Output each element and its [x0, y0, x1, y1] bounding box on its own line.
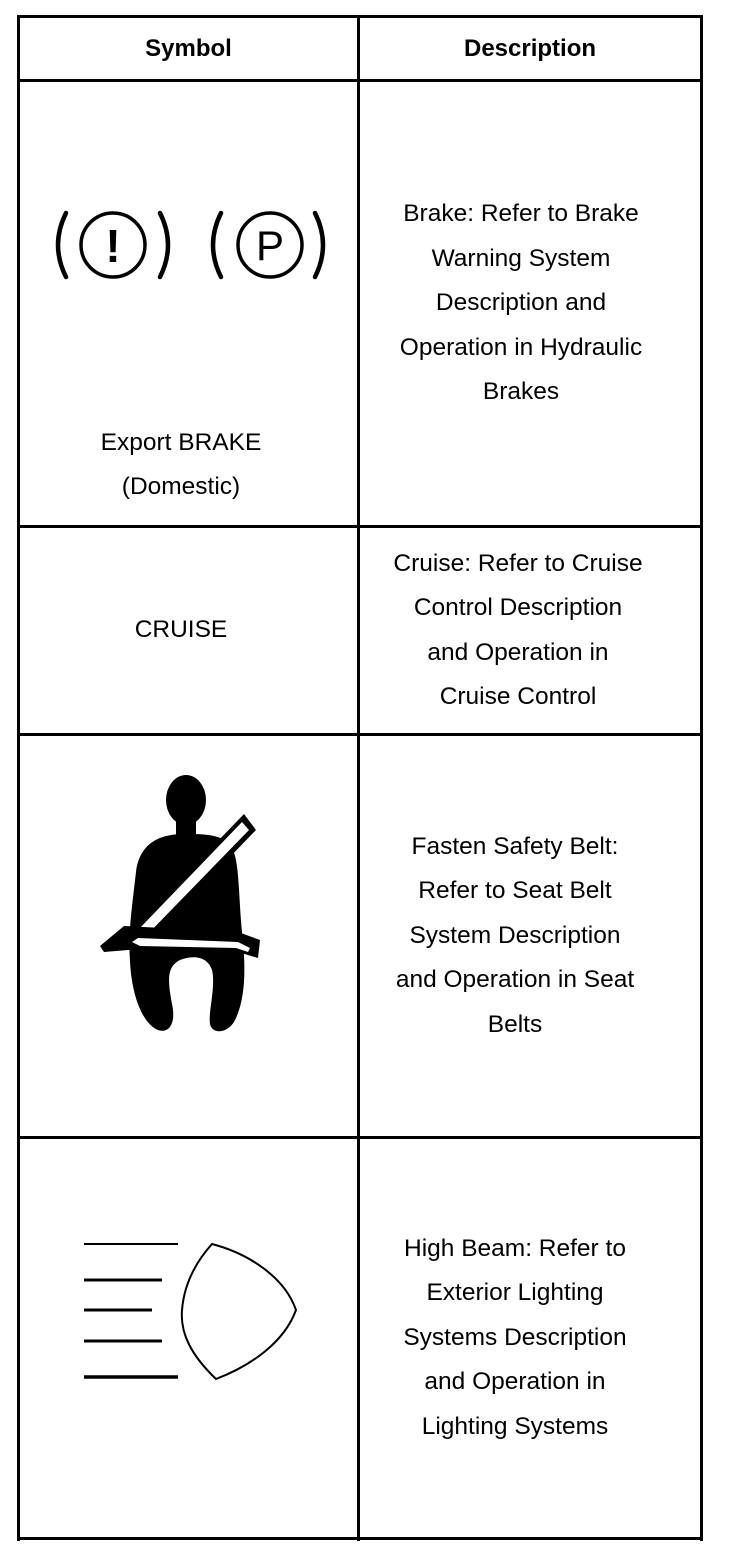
park-glyph: P	[255, 222, 285, 269]
brake-description: Brake: Refer to Brake Warning System Description and Operation in Hydraulic Brakes	[399, 200, 643, 406]
exclamation-glyph: !	[105, 220, 121, 272]
table-outer-bottom-border	[17, 1537, 703, 1540]
table-outer-right-border	[700, 15, 703, 1541]
header-description: Description	[463, 34, 597, 62]
header-symbol: Symbol	[145, 34, 232, 62]
table-outer-left-border	[17, 15, 20, 1541]
cruise-description: Cruise: Refer to Cruise Control Description and Operation in Cruise Control	[393, 549, 643, 710]
seat-belt-description: Fasten Safety Belt: Refer to Seat Belt System Description and Operation in Seat Belts	[395, 832, 635, 1038]
high-beam-icon	[80, 1238, 304, 1386]
cruise-symbol-text: CRUISE	[134, 616, 228, 644]
seat-belt-icon	[98, 772, 262, 1034]
park-brake-icon	[207, 205, 331, 285]
brake-symbol-text: Export BRAKE (Domestic)	[100, 428, 262, 500]
brake-warning-icon	[52, 205, 176, 285]
high-beam-description: High Beam: Refer to Exterior Lighting Systems Description and Operation in Lighting Systems	[403, 1234, 627, 1440]
